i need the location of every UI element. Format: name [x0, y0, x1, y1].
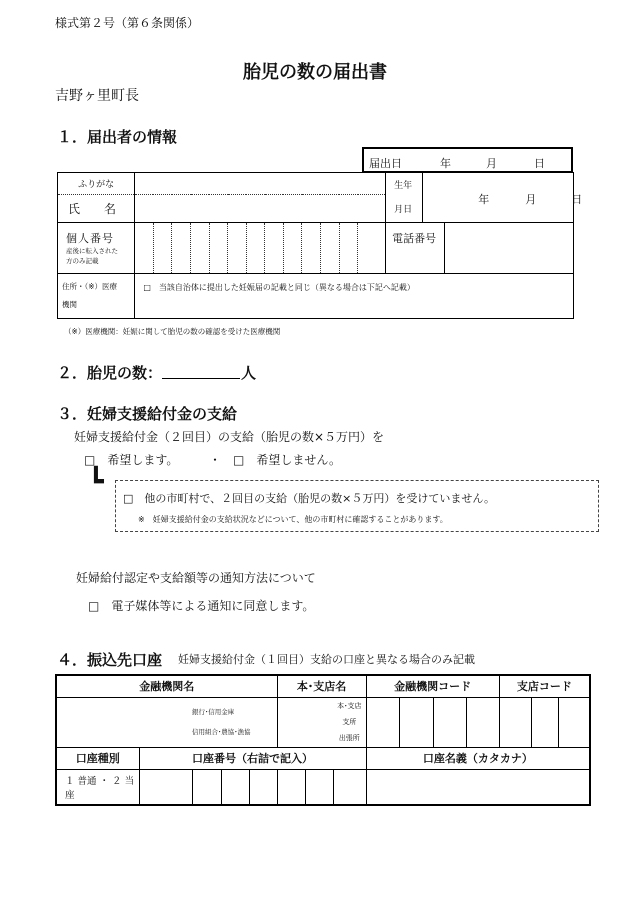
account-holder-header: 口座名義（カタカナ） — [366, 747, 590, 769]
day-label: 日 — [534, 157, 545, 170]
branch-type: 本･支店 支所 出張所 — [333, 697, 366, 747]
addressee: 吉野ヶ里町長 — [55, 88, 139, 104]
birthdate-field[interactable] — [423, 173, 583, 223]
personal-number-digit[interactable] — [339, 223, 358, 274]
medical-institution-footnote: （※）医療機関：妊娠に関して胎児の数の確認を受けた医療機関 — [64, 327, 281, 336]
personal-number-digit[interactable] — [265, 223, 284, 274]
submission-date-label: 届出日 — [369, 157, 402, 170]
form-number: 様式第２号（第６条関係） — [55, 16, 200, 30]
section3-heading: ３．妊婦支援給付金の支給 — [57, 405, 238, 423]
section4-heading: ４．振込先口座 — [57, 651, 163, 669]
personal-number-digit[interactable] — [246, 223, 265, 274]
page-title: 胎児の数の届出書 — [243, 62, 387, 83]
bank-code-digit[interactable] — [366, 697, 399, 747]
birth-day-label: 日 — [571, 192, 583, 206]
account-number-digit[interactable] — [249, 769, 277, 805]
bank-code-digit[interactable] — [466, 697, 499, 747]
account-number-digit[interactable] — [277, 769, 305, 805]
year-label: 年 — [440, 157, 451, 170]
other-municipality-checkbox[interactable]: □ 他の市町村で、２回目の支給（胎児の数×５万円）を受けていません。 — [123, 492, 496, 505]
section4-subheading: 妊婦支援給付金（１回目）支給の口座と異なる場合のみ記載 — [178, 653, 475, 666]
arrow-down-right-icon: ┗ — [88, 467, 104, 497]
personal-number-digit[interactable] — [302, 223, 321, 274]
applicant-info-table — [57, 172, 583, 319]
furigana-field[interactable] — [135, 173, 386, 195]
personal-number-digit[interactable] — [228, 223, 247, 274]
other-municipality-note: ※ 妊婦支援給付金の支給状況などについて、他の市町村に確認することがあります。 — [138, 515, 448, 524]
account-number-digit[interactable] — [333, 769, 366, 805]
personal-number-digit[interactable] — [172, 223, 191, 274]
personal-number-label: 個人番号 産後に転入された 方のみ記載 — [58, 223, 135, 274]
birthdate-label: 生年 月日 — [386, 173, 423, 223]
birth-month-label: 月 — [525, 192, 537, 206]
section2-heading: ２．胎児の数： — [57, 364, 163, 382]
account-type-header: 口座種別 — [56, 747, 139, 769]
personal-number-digit[interactable] — [358, 223, 386, 274]
wish-yes-checkbox[interactable]: □ 希望します。 — [84, 453, 179, 467]
personal-number-digit[interactable] — [283, 223, 302, 274]
bank-code-digit[interactable] — [433, 697, 466, 747]
account-number-digit[interactable] — [305, 769, 333, 805]
bank-type: 銀行･信用金庫 信用組合･農協･漁協 — [192, 697, 277, 747]
account-holder-field[interactable] — [366, 769, 590, 805]
branch-code-digit[interactable] — [499, 697, 531, 747]
account-number-header: 口座番号（右詰で記入） — [139, 747, 366, 769]
separator-dot: ・ — [209, 453, 222, 467]
branch-name-header: 本･支店名 — [277, 675, 366, 697]
notification-method-heading: 妊婦給付認定や支給額等の通知方法について — [76, 571, 316, 585]
personal-number-digit[interactable] — [209, 223, 228, 274]
name-field[interactable] — [135, 195, 386, 223]
fetus-count-unit: 人 — [241, 364, 257, 382]
phone-field[interactable] — [444, 223, 573, 274]
section1-heading: １．届出者の情報 — [57, 128, 178, 146]
personal-number-digit[interactable] — [135, 223, 154, 274]
name-label: 氏 名 — [58, 195, 135, 223]
furigana-label: ふりがな — [58, 173, 135, 195]
wish-no-checkbox[interactable]: □ 希望しません。 — [233, 453, 342, 467]
same-as-pregnancy-checkbox[interactable]: □ 当該自治体に提出した妊娠届の記載と同じ（異なる場合は下記へ記載） — [135, 274, 574, 319]
support-intro: 妊婦支援給付金（２回目）の支給（胎児の数×５万円）を — [74, 430, 385, 444]
account-number-digit[interactable] — [192, 769, 221, 805]
branch-name-field[interactable] — [277, 697, 333, 747]
bank-account-table — [55, 674, 591, 806]
branch-code-header: 支店コード — [499, 675, 590, 697]
personal-number-digit[interactable] — [191, 223, 210, 274]
address-label: 住所・（※）医療 機関 — [58, 274, 135, 319]
submission-date-box[interactable] — [362, 147, 573, 173]
bank-code-header: 金融機関コード — [366, 675, 499, 697]
bank-name-header: 金融機関名 — [56, 675, 277, 697]
account-type-options[interactable]: １ 普通 ・ ２ 当座 — [56, 769, 139, 805]
bank-code-digit[interactable] — [399, 697, 433, 747]
fetus-count-field[interactable] — [162, 363, 240, 379]
account-number-digit[interactable] — [139, 769, 192, 805]
account-number-digit[interactable] — [221, 769, 249, 805]
other-municipality-box — [115, 480, 599, 532]
branch-code-digit[interactable] — [531, 697, 558, 747]
birth-year-label: 年 — [478, 192, 490, 206]
personal-number-digit[interactable] — [153, 223, 172, 274]
month-label: 月 — [486, 157, 497, 170]
electronic-notice-checkbox[interactable]: □ 電子媒体等による通知に同意します。 — [88, 599, 315, 613]
branch-code-digit[interactable] — [558, 697, 590, 747]
personal-number-digit[interactable] — [320, 223, 339, 274]
bank-name-field[interactable] — [56, 697, 192, 747]
phone-label: 電話番号 — [386, 223, 445, 274]
